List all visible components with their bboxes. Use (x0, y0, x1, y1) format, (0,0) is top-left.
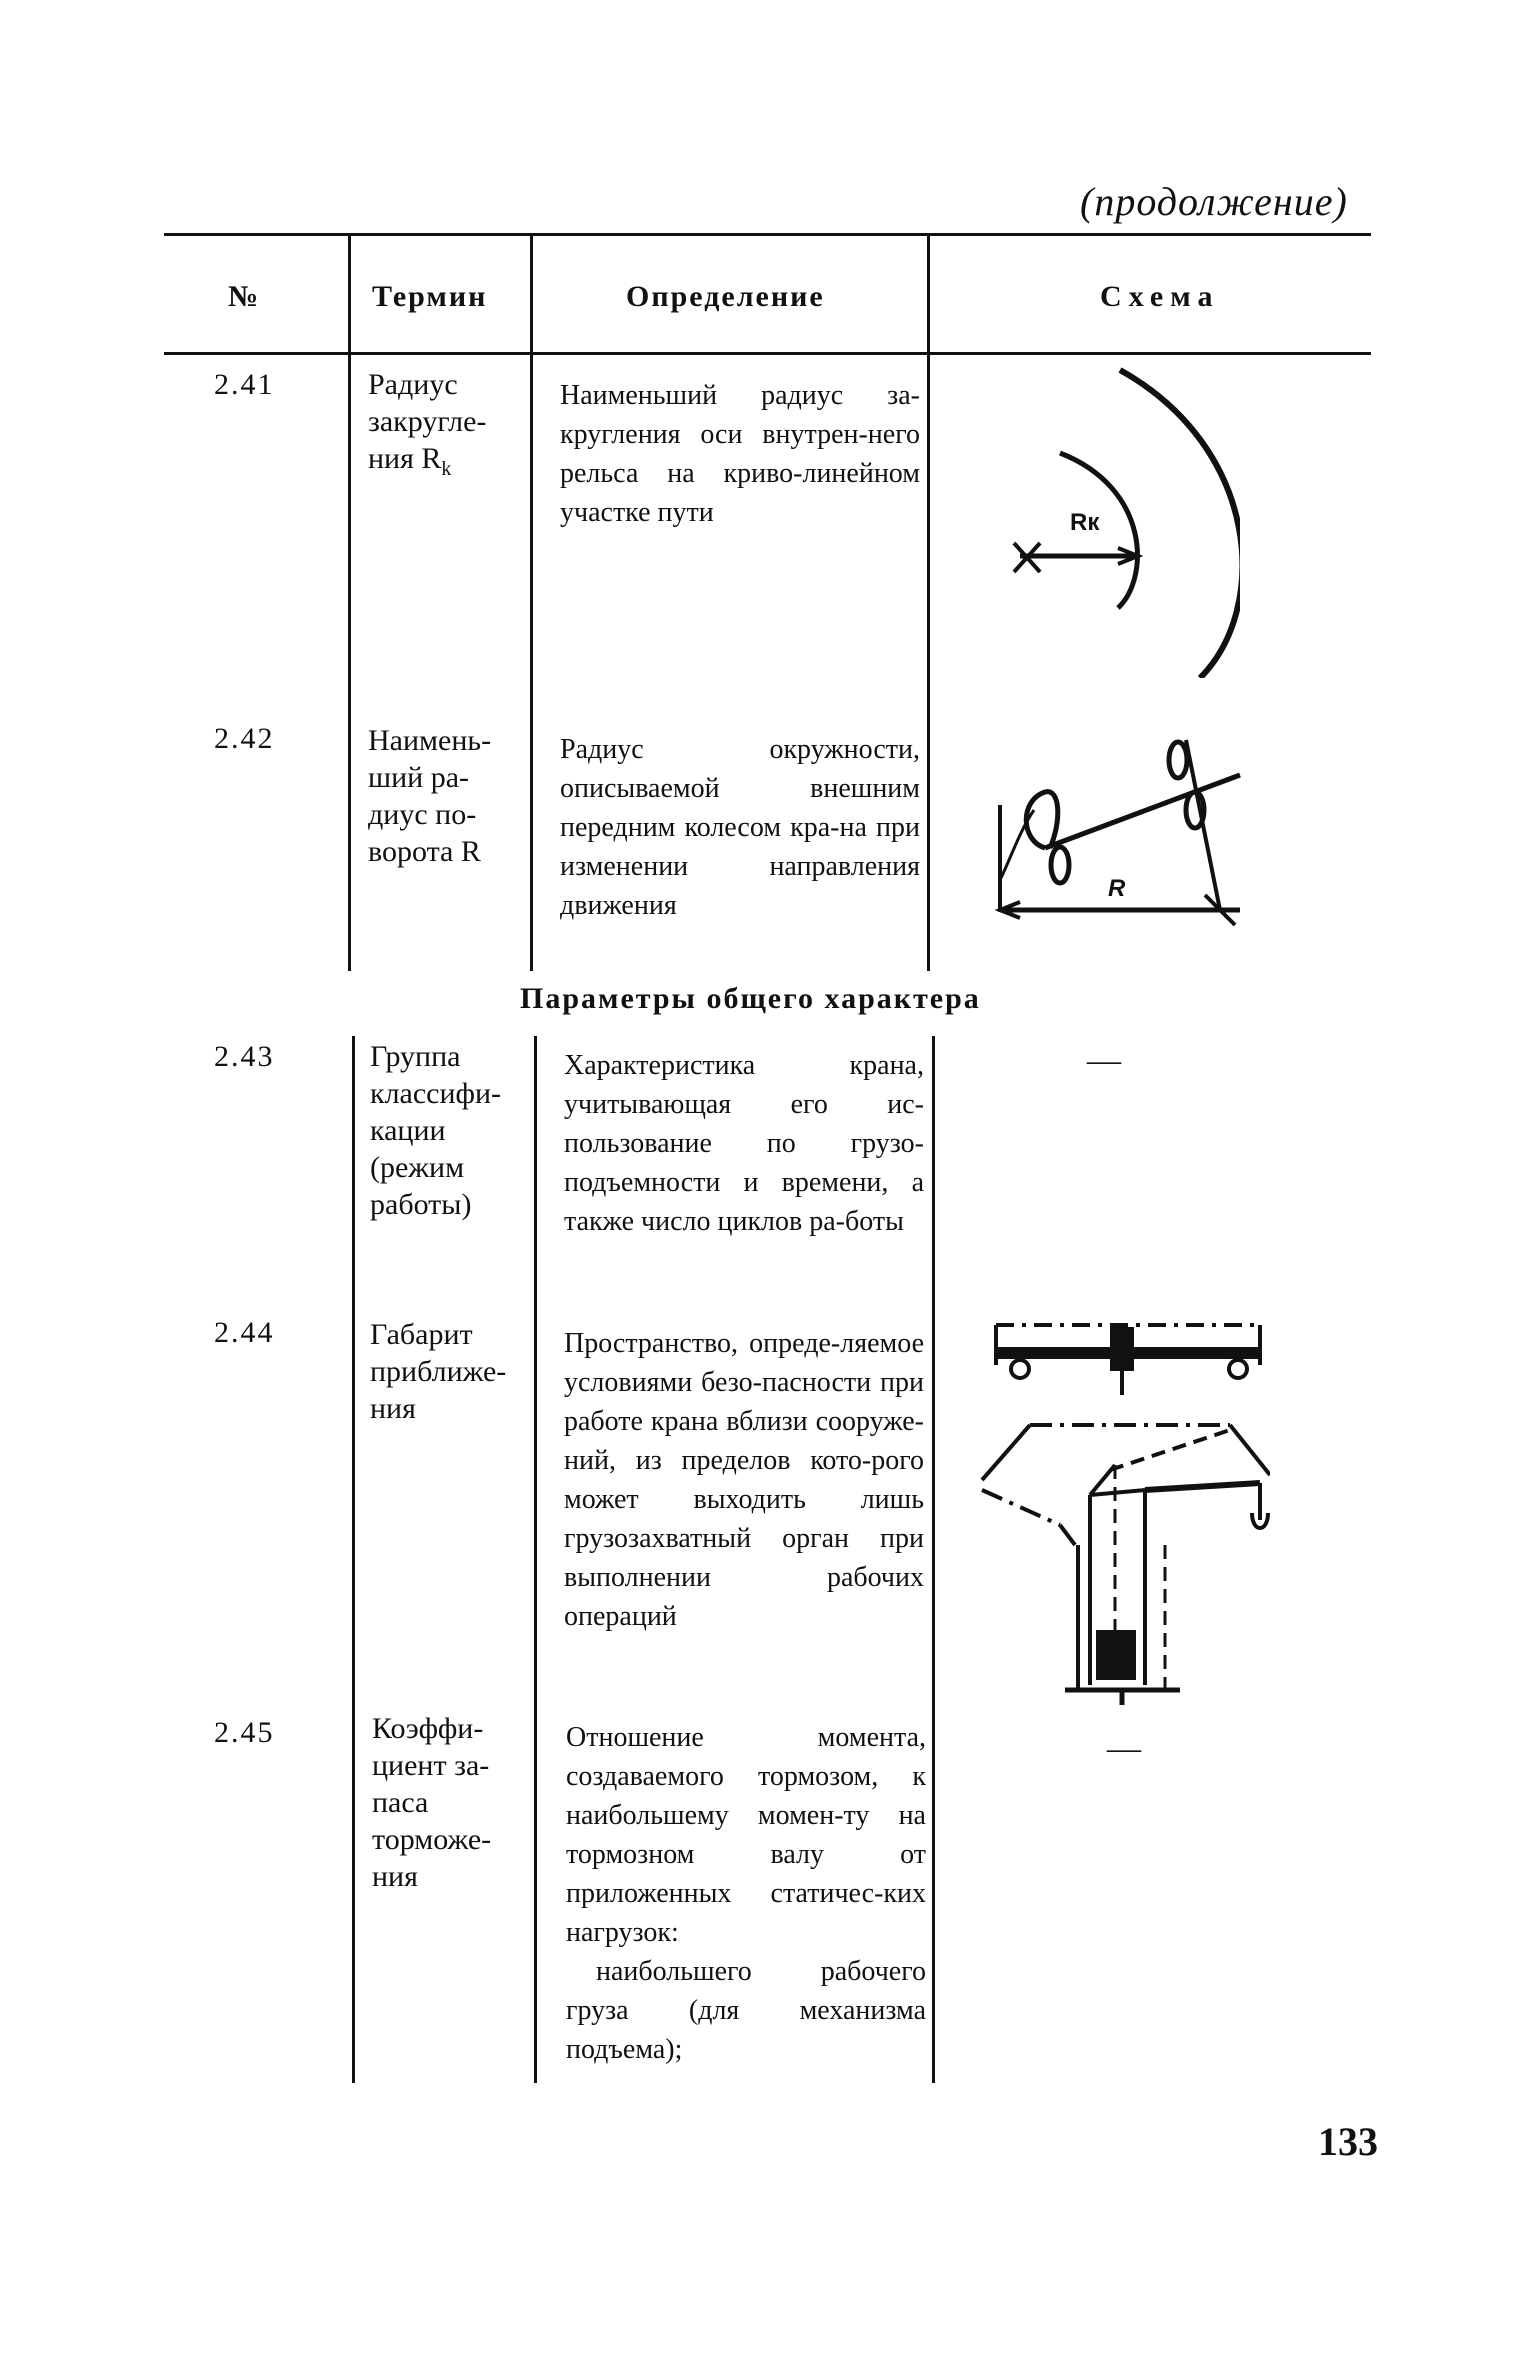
row-number: 2.41 (214, 368, 275, 401)
column-divider-3 (927, 233, 930, 971)
definition-extra: наибольшего рабочего груза (для механизма подъема); (566, 1956, 926, 2065)
row-number: 2.44 (214, 1316, 275, 1349)
scheme-dash: — (1107, 1730, 1141, 1767)
header-bottom-rule (164, 352, 1371, 355)
term-text: Радиус закругле-ния R (368, 368, 487, 475)
row-definition: Пространство, опреде-ляемое условиями безо-пасности при работе крана вблизи сооруже-ний, из пределов кото-рого может выходить лишь грузозахватный орган при выполнении рабочих операций (564, 1328, 924, 1632)
row-definition: Радиус окружности, описываемой внешним передним колесом кра-на при изменении направления движения (560, 734, 920, 921)
row-term: Габарит приближе-ния (370, 1318, 507, 1425)
header-definition: Определение (626, 280, 825, 313)
header-num: № (228, 280, 261, 313)
row-term: Наимень-ший ра-диус по-ворота R (368, 724, 492, 868)
curve-radius-diagram (1000, 358, 1240, 678)
column-divider-2b (534, 1036, 537, 2083)
row-term: Коэффи-циент за-паса торможе-ния (372, 1712, 492, 1893)
header-term: Термин (372, 280, 488, 313)
definition-main: Отношение момента, создаваемого тормозом, к наибольшему момен-ту на тормозном валу от приложенных статичес-ких нагрузок: (566, 1722, 926, 1948)
table-top-rule (164, 233, 1371, 236)
page-number: 133 (1318, 2119, 1378, 2164)
scheme-dash: — (1087, 1042, 1121, 1079)
row-number: 2.45 (214, 1716, 275, 1749)
row-term: Группа классифи-кации (режим работы) (370, 1040, 502, 1221)
scheme-label: Rк (1070, 509, 1100, 536)
term-subscript: k (441, 458, 452, 480)
row-definition: Наименьший радиус за-кругления оси внутрен-него рельса на криво-линейном участке пути (560, 380, 920, 528)
column-divider-3b (932, 1036, 935, 2083)
column-divider-2 (530, 233, 533, 971)
header-scheme: Схема (1100, 280, 1220, 313)
scheme-label: R (1108, 875, 1126, 902)
continuation-label: (продолжение) (1080, 179, 1348, 224)
turning-radius-diagram (990, 730, 1250, 940)
row-term (368, 366, 528, 488)
column-divider-1 (348, 233, 351, 971)
row-number: 2.43 (214, 1040, 275, 1073)
column-divider-1b (352, 1036, 355, 2083)
row-number: 2.42 (214, 722, 275, 755)
section-title: Параметры общего характера (520, 982, 981, 1015)
row-definition (566, 1718, 926, 2069)
row-definition: Характеристика крана, учитывающая его ис-пользование по грузо-подъемности и времени, а также число циклов ра-боты (564, 1050, 924, 1237)
clearance-envelope-diagram (970, 1305, 1270, 1705)
